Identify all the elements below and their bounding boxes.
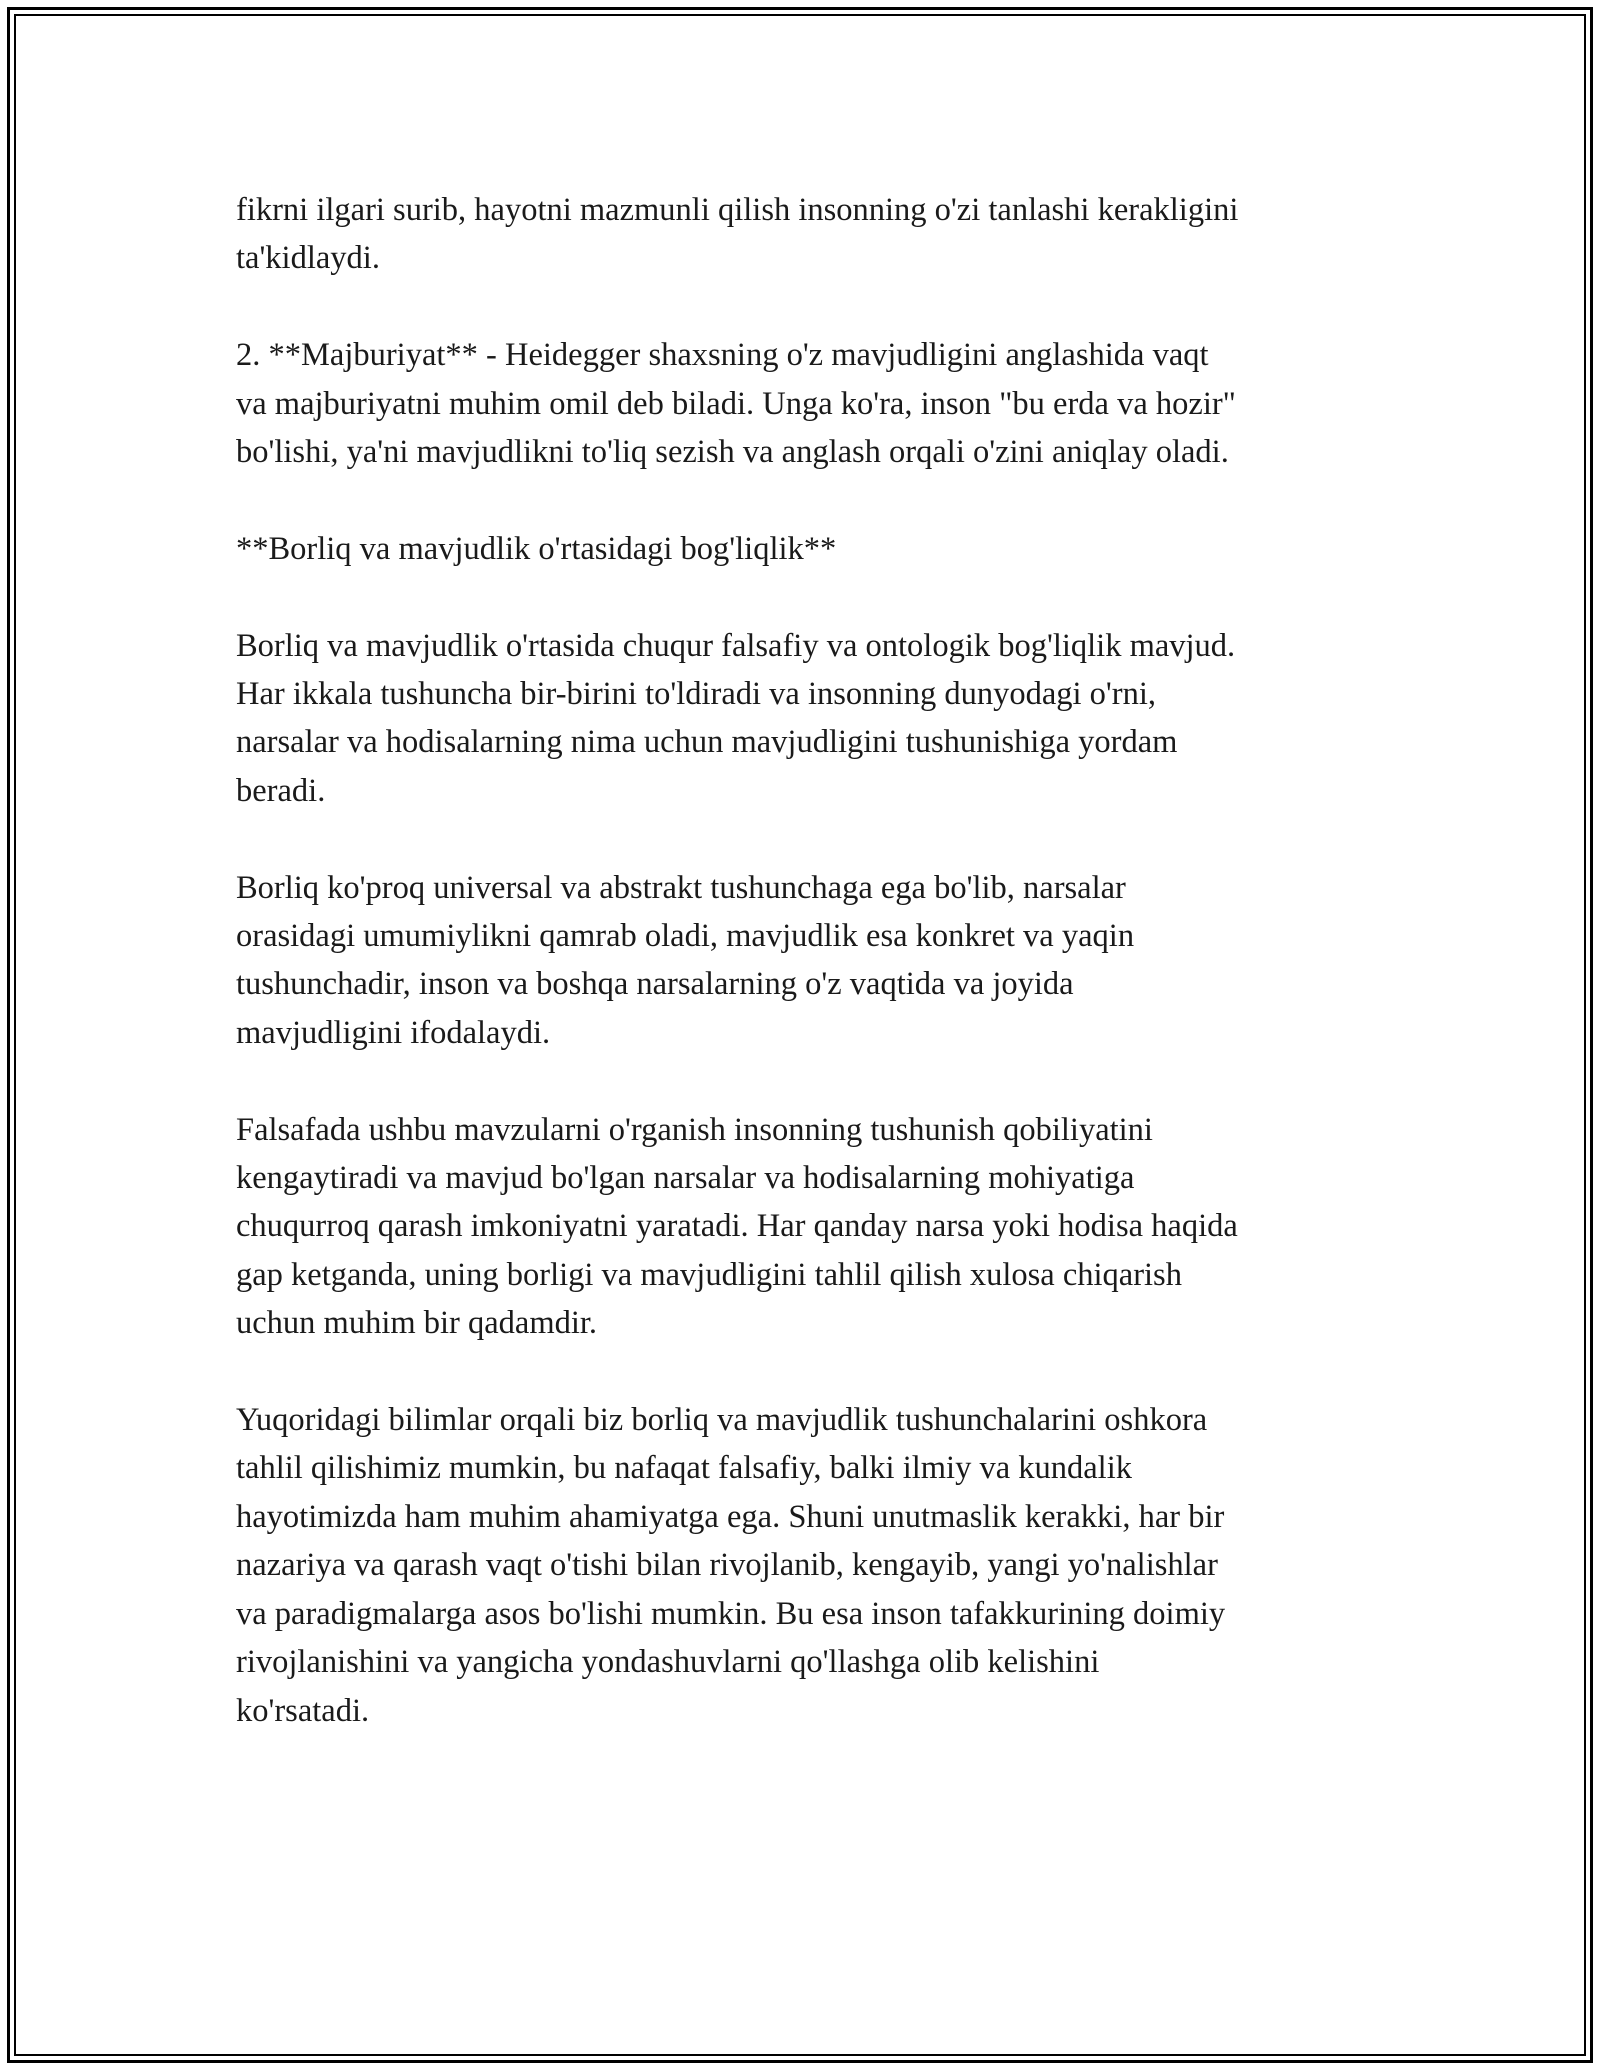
- text-line: beradi.: [236, 772, 326, 809]
- text-line: mavjudligini ifodalaydi.: [236, 1014, 551, 1051]
- text-line: Har ikkala tushuncha bir-birini to'ldiradi va insonning dunyodagi o'rni,: [236, 676, 1156, 713]
- document-body: [236, 186, 1386, 1783]
- text-line: Yuqoridagi bilimlar orqali biz borliq va mavjudlik tushunchalarini oshkora: [236, 1402, 1208, 1439]
- text-line: rivojlanishini va yangicha yondashuvlarni qo'llashga olib kelishini: [236, 1644, 1100, 1681]
- text-line: narsalar va hodisalarning nima uchun mavjudligini tushunishiga yordam: [236, 724, 1178, 761]
- heading-line: **Borliq va mavjudlik o'rtasidagi bog'liqlik**: [236, 530, 837, 567]
- paragraph-universal: [236, 864, 1386, 1058]
- paragraph-majburiyat: [236, 331, 1386, 476]
- text-line: kengaytiradi va mavjud bo'lgan narsalar va hodisalarning mohiyatiga: [236, 1160, 1135, 1197]
- paragraph-philosophy: [236, 1106, 1386, 1348]
- section-heading: [236, 525, 1386, 573]
- text-line: chuqurroq qarash imkoniyatni yaratadi. Har qanday narsa yoki hodisa haqida: [236, 1208, 1238, 1245]
- text-line: Borliq ko'proq universal va abstrakt tushunchaga ega bo'lib, narsalar: [236, 869, 1126, 906]
- text-line: uchun muhim bir qadamdir.: [236, 1305, 598, 1342]
- text-line: Borliq va mavjudlik o'rtasida chuqur falsafiy va ontologik bog'liqlik mavjud.: [236, 627, 1236, 664]
- text-line: va majburiyatni muhim omil deb biladi. Unga ko'ra, inson "bu erda va hozir": [236, 385, 1236, 422]
- text-line: 2. **Majburiyat** - Heidegger shaxsning o'z mavjudligini anglashida vaqt: [236, 337, 1209, 374]
- text-line: tushunchadir, inson va boshqa narsalarning o'z vaqtida va joyida: [236, 966, 1074, 1003]
- text-line: Falsafada ushbu mavzularni o'rganish insonning tushunish qobiliyatini: [236, 1111, 1153, 1148]
- paragraph-conclusion: [236, 1396, 1386, 1735]
- text-line: ko'rsatadi.: [236, 1692, 370, 1729]
- text-line: tahlil qilishimiz mumkin, bu nafaqat falsafiy, balki ilmiy va kundalik: [236, 1450, 1132, 1487]
- paragraph-continuation: [236, 186, 1386, 283]
- text-line: nazariya va qarash vaqt o'tishi bilan rivojlanib, kengayib, yangi yo'nalishlar: [236, 1547, 1218, 1584]
- paragraph-connection: [236, 622, 1386, 816]
- text-line: fikrni ilgari surib, hayotni mazmunli qilish insonning o'zi tanlashi kerakligini: [236, 192, 1239, 228]
- text-line: orasidagi umumiylikni qamrab oladi, mavjudlik esa konkret va yaqin: [236, 918, 1135, 955]
- text-line: gap ketganda, uning borligi va mavjudligini tahlil qilish xulosa chiqarish: [236, 1256, 1182, 1293]
- text-line: ta'kidlaydi.: [236, 240, 380, 277]
- text-line: va paradigmalarga asos bo'lishi mumkin. Bu esa inson tafakkurining doimiy: [236, 1595, 1226, 1632]
- text-line: bo'lishi, ya'ni mavjudlikni to'liq sezish va anglash orqali o'zini aniqlay oladi.: [236, 434, 1229, 471]
- text-line: hayotimizda ham muhim ahamiyatga ega. Shuni unutmaslik kerakki, har bir: [236, 1498, 1225, 1535]
